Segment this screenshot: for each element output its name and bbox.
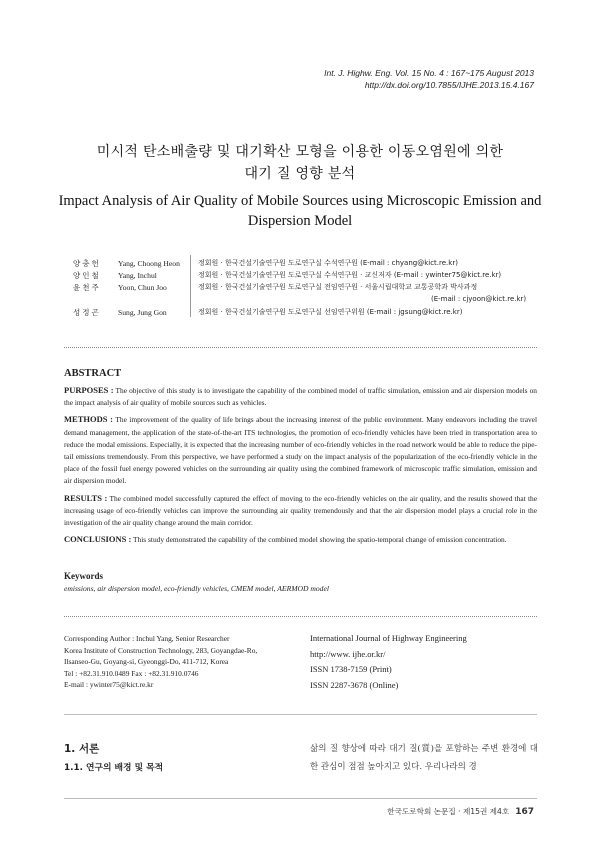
english-title [0,191,600,231]
journal-name: International Journal of Highway Engineering [310,633,467,643]
author-affiliation: 정회원 · 한국건설기술연구원 도로연구실 수석연구원 (E-mail : chyang@kict.re.kr) [198,259,458,267]
issn-online: ISSN 2287-3678 (Online) [310,679,399,690]
author-divider [190,255,191,317]
conclusions-label: CONCLUSIONS : [64,534,132,545]
abstract-body [64,384,537,550]
divider-dotted [64,347,537,348]
author-affiliation: 정회원 · 한국건설기술연구원 도로연구실 수석연구원 · 교신저자 (E-mail : ywinter75@kict.re.kr) [198,271,502,279]
author-korean-name: 양인철 [73,271,101,280]
keywords-list: emissions, air dispersion model, eco-friendly vehicles, CMEM model, AERMOD model [64,584,329,593]
correspondence-line: Ilsanseo-Gu, Goyang-si, Gyeonggi-Do, 411-712, Korea [64,657,229,666]
page-number: 167 [515,807,534,817]
journal-info-block [310,631,540,693]
correspondence-line: Korea Institute of Construction Technology, 283, Goyangdae-Ro, [64,645,258,655]
korean-title-line1: 미시적 탄소배출량 및 대기확산 모형을 이용한 이동오염원에 의한 [96,144,504,160]
purposes-paragraph [64,384,537,409]
subsection-heading: 1.1. 연구의 배경 및 목적 [64,763,164,773]
methods-label: METHODS : [64,414,114,425]
methods-text: The improvement of the quality of life brings about the increasing interest of the public environment. Many endeavors including the travel demand management, the application of the state-of-the-art ITS technologies, the promotion of eco-friendly vehicles have been tried in transportation area to reduce the modal emissions. Especially, it is expected that the increasing number of eco-friendly vehicles in the road network would be able to reduce the pipe-tail emissions tremendously. From this perspective, we have performed a study on the impact analysis of the popularization of the eco-friendly vehicle in the place of the fossil fuel energy powered vehicles on the surrounding air quality using the combined framework of microscopic traffic simulation, emission and air dispersion model. [64,415,538,486]
purposes-label: PURPOSES : [64,385,114,395]
footer-journal: 한국도로학회 논문집 · 제15권 제4호 [387,807,510,816]
footer-divider [64,798,537,799]
divider-dotted [64,616,537,617]
divider-line [64,714,537,715]
author-english-name: Yang, Inchul [118,271,157,280]
author-affiliation: 정회원 · 한국건설기술연구원 도로연구실 전임연구원 · 서울시립대학교 교통공학과 박사과정 [198,283,478,291]
korean-title-line2: 대기 질 영향 분석 [244,166,356,182]
author-korean-name: 양충헌 [73,259,101,268]
purposes-text: The objective of this study is to investigate the capability of the combined model of traffic simulation, emission and air dispersion models on the impact analysis of air quality of mobile sources such as vehicles. [64,386,538,408]
correspondence-block [64,633,294,691]
journal-header [324,67,534,91]
conclusions-paragraph [64,533,537,546]
keywords-heading: Keywords [64,571,103,581]
issn-print: ISSN 1738-7159 (Print) [310,664,392,674]
korean-title [0,141,600,185]
author-affiliation: 정회원 · 한국건설기술연구원 도로연구실 선임연구위원 (E-mail : jgsung@kict.re.kr) [198,308,463,316]
page-footer [387,806,534,817]
author-affiliation-email: (E-mail : cjyoon@kict.re.kr) [431,295,527,303]
body-text: 삶의 질 향상에 따라 대기 질(質)을 포함하는 주변 환경에 대한 관심이 점점 높아지고 있다. 우리나라의 경 [310,744,538,772]
conclusions-text: This study demonstrated the capability of the combined model showing the spatio-temporal change of emission concentration. [133,535,507,545]
english-title-line1: Impact Analysis of Air Quality of Mobile Sources using Microscopic Emission and [58,193,542,209]
journal-url: http://www. ijhe.or.kr/ [310,648,386,659]
section-heading: 1. 서론 [64,743,100,755]
correspondence-line: E-mail : ywinter75@kict.re.kr [64,680,154,689]
author-english-name: Sung, Jung Gon [118,308,167,317]
author-english-name: Yang, Choong Heon [118,259,180,268]
results-paragraph [64,492,537,530]
abstract-heading: ABSTRACT [64,368,122,379]
author-korean-name: 윤천주 [73,283,101,292]
journal-citation: Int. J. Highw. Eng. Vol. 15 No. 4 : 167~175 August 2013 [324,68,534,78]
correspondence-line: Tel : +82.31.910.0489 Fax : +82.31.910.0746 [64,668,199,678]
english-title-line2: Dispersion Model [247,213,353,229]
author-english-name: Yoon, Chun Joo [118,283,167,292]
results-text: The combined model successfully captured the effect of moving to the eco-friendly vehicles on the air quality, and the results showed that the increasing usage of eco-friendly vehicles can improve the surrounding air quality tremendously and that the air dispersion model plays a crucial role in the investigation of the air quality change around the main corridor. [64,493,538,528]
results-label: RESULTS : [64,492,108,503]
journal-doi: http://dx.doi.org/10.7855/IJHE.2013.15.4.167 [364,80,534,90]
correspondence-line: Corresponding Author : Inchul Yang, Senior Researcher [64,634,230,643]
author-korean-name: 성정곤 [73,308,101,317]
methods-paragraph [64,413,537,487]
